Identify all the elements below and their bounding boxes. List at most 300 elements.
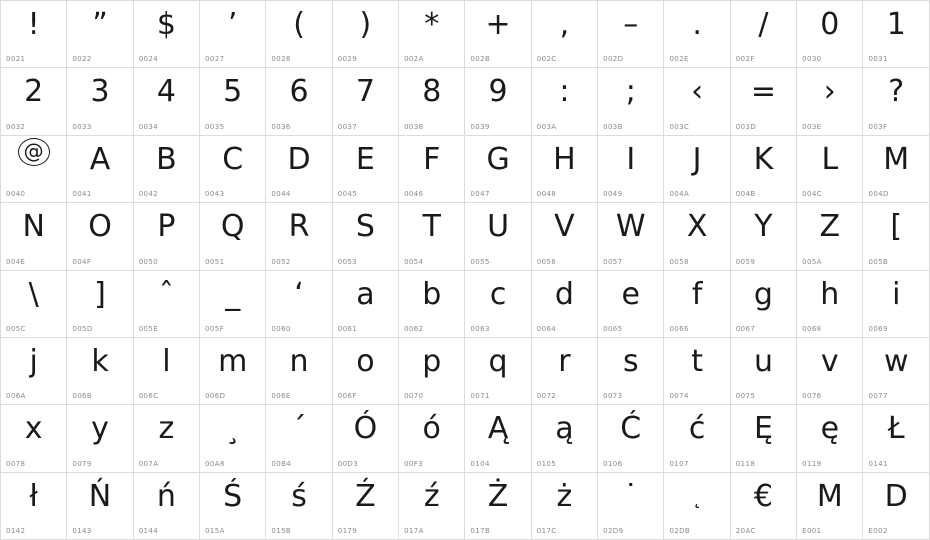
glyph-cell[interactable] <box>598 203 664 270</box>
glyph-codepoint: 0141 <box>868 459 888 468</box>
glyph-cell[interactable] <box>67 405 133 472</box>
glyph-cell[interactable] <box>664 337 730 404</box>
glyph-character: o <box>356 343 375 379</box>
glyph-cell[interactable] <box>1 68 67 135</box>
glyph-cell[interactable] <box>67 135 133 202</box>
glyph-cell[interactable] <box>531 1 597 68</box>
glyph-cell-inner <box>67 405 132 471</box>
glyph-character: Ó <box>353 411 378 447</box>
glyph-cell-inner <box>465 271 530 337</box>
glyph-cell[interactable] <box>266 270 332 337</box>
glyph-cell[interactable] <box>465 405 531 472</box>
glyph-cell[interactable] <box>598 1 664 68</box>
glyph-cell[interactable] <box>664 203 730 270</box>
glyph-cell-inner <box>731 68 796 134</box>
glyph-cell[interactable] <box>531 203 597 270</box>
glyph-cell[interactable] <box>664 68 730 135</box>
glyph-codepoint: 0044 <box>271 190 291 199</box>
glyph-cell[interactable] <box>67 1 133 68</box>
glyph-character: ’ <box>227 7 238 42</box>
glyph-character: I <box>626 141 636 177</box>
glyph-cell[interactable] <box>1 203 67 270</box>
glyph-cell[interactable] <box>133 405 199 472</box>
glyph-character: T <box>422 209 441 245</box>
glyph-cell[interactable] <box>67 203 133 270</box>
glyph-codepoint: 002F <box>735 55 755 64</box>
glyph-cell-inner <box>465 473 530 539</box>
glyph-codepoint: 0058 <box>669 257 689 266</box>
glyph-cell[interactable] <box>67 270 133 337</box>
glyph-character: j <box>29 343 38 379</box>
glyph-cell-inner <box>465 1 530 67</box>
glyph-cell-inner <box>731 405 796 471</box>
glyph-cell-inner <box>200 473 265 539</box>
glyph-cell[interactable] <box>266 337 332 404</box>
glyph-cell[interactable] <box>133 1 199 68</box>
glyph-character: b <box>422 276 442 312</box>
glyph-character: ę <box>820 411 840 447</box>
glyph-cell[interactable] <box>200 472 266 539</box>
glyph-cell[interactable] <box>797 405 863 472</box>
glyph-character: J <box>692 141 702 177</box>
glyph-cell[interactable] <box>399 337 465 404</box>
glyph-cell[interactable] <box>133 68 199 135</box>
glyph-cell[interactable] <box>200 405 266 472</box>
glyph-cell[interactable] <box>598 472 664 539</box>
glyph-cell[interactable] <box>266 135 332 202</box>
glyph-cell[interactable] <box>863 1 930 68</box>
glyph-codepoint: 0143 <box>72 527 92 535</box>
glyph-codepoint: 00D3 <box>337 459 359 468</box>
glyph-cell-inner <box>664 1 729 67</box>
glyph-character: ż <box>556 478 573 514</box>
glyph-codepoint: 0032 <box>6 122 26 131</box>
glyph-map-body <box>1 1 930 540</box>
glyph-cell[interactable] <box>465 203 531 270</box>
glyph-cell-inner <box>465 68 530 134</box>
glyph-cell[interactable] <box>332 337 398 404</box>
glyph-cell[interactable] <box>797 270 863 337</box>
glyph-cell[interactable] <box>200 68 266 135</box>
glyph-character: ó <box>422 411 441 447</box>
glyph-cell[interactable] <box>67 472 133 539</box>
glyph-cell[interactable] <box>133 203 199 270</box>
glyph-character: g <box>753 276 773 312</box>
glyph-codepoint: 0029 <box>337 55 358 64</box>
glyph-character: = <box>750 74 777 110</box>
glyph-cell[interactable] <box>465 270 531 337</box>
glyph-codepoint: 0051 <box>205 257 225 266</box>
glyph-codepoint: 0075 <box>735 392 756 401</box>
glyph-cell[interactable] <box>465 68 531 135</box>
glyph-character: ? <box>888 74 905 110</box>
glyph-cell[interactable] <box>730 1 796 68</box>
glyph-character: ˙ <box>623 478 639 514</box>
glyph-character: ( <box>293 7 305 42</box>
glyph-cell[interactable] <box>200 1 266 68</box>
glyph-cell-inner <box>863 271 929 337</box>
glyph-character: C <box>222 141 244 177</box>
glyph-character: Ł <box>887 411 905 447</box>
glyph-cell-inner <box>134 1 199 67</box>
glyph-character: ¸ <box>225 411 241 447</box>
glyph-character: 7 <box>355 74 375 110</box>
glyph-character: ł <box>29 478 38 514</box>
glyph-cell[interactable] <box>1 472 67 539</box>
glyph-cell-inner <box>134 203 199 269</box>
glyph-cell[interactable] <box>1 405 67 472</box>
glyph-cell-inner <box>731 203 796 269</box>
glyph-character: Y <box>754 209 773 245</box>
glyph-cell[interactable] <box>1 135 67 202</box>
glyph-cell-inner <box>399 68 464 134</box>
glyph-cell-inner <box>465 203 530 269</box>
glyph-cell[interactable] <box>730 337 796 404</box>
glyph-codepoint: 0039 <box>470 122 490 131</box>
glyph-cell[interactable] <box>797 472 863 539</box>
glyph-cell-inner <box>399 271 464 337</box>
glyph-cell-inner <box>797 136 862 202</box>
glyph-character: Ź <box>355 478 376 514</box>
glyph-character: L <box>821 141 839 177</box>
glyph-cell-inner <box>863 405 929 471</box>
glyph-row <box>1 68 930 135</box>
glyph-cell-inner <box>863 338 929 404</box>
glyph-character: d <box>554 276 574 312</box>
glyph-codepoint: 0041 <box>72 190 92 199</box>
glyph-cell[interactable] <box>730 135 796 202</box>
glyph-cell-inner <box>333 1 398 67</box>
glyph-cell-inner <box>731 338 796 404</box>
glyph-codepoint: 003B <box>603 122 623 131</box>
glyph-character: ą <box>555 411 574 447</box>
glyph-codepoint: 006C <box>138 392 159 401</box>
glyph-cell[interactable] <box>797 135 863 202</box>
glyph-cell-inner <box>333 338 398 404</box>
glyph-codepoint: 0033 <box>72 122 92 131</box>
glyph-cell[interactable] <box>200 203 266 270</box>
glyph-codepoint: 0024 <box>138 55 159 64</box>
glyph-character: E <box>355 141 375 177</box>
glyph-cell[interactable] <box>531 337 597 404</box>
glyph-character: y <box>91 411 109 447</box>
glyph-cell-inner <box>598 271 663 337</box>
glyph-character: u <box>753 343 773 379</box>
glyph-cell[interactable] <box>598 337 664 404</box>
glyph-cell-inner <box>266 203 331 269</box>
glyph-cell[interactable] <box>332 203 398 270</box>
glyph-cell[interactable] <box>332 472 398 539</box>
glyph-cell[interactable] <box>332 135 398 202</box>
glyph-character: ” <box>92 7 108 42</box>
glyph-character: n <box>289 343 309 379</box>
glyph-cell[interactable] <box>399 203 465 270</box>
glyph-codepoint: 0077 <box>868 392 888 401</box>
glyph-codepoint: 0028 <box>271 55 291 64</box>
glyph-codepoint: 0076 <box>802 392 822 401</box>
glyph-codepoint: 0119 <box>802 459 822 468</box>
glyph-character: X <box>686 209 708 245</box>
glyph-cell[interactable] <box>465 135 531 202</box>
glyph-cell[interactable] <box>730 472 796 539</box>
glyph-character: P <box>157 209 176 245</box>
glyph-cell[interactable] <box>332 270 398 337</box>
glyph-codepoint: 003A <box>536 122 557 131</box>
glyph-character: Ć <box>620 411 642 447</box>
glyph-cell[interactable] <box>399 270 465 337</box>
glyph-character: m <box>218 343 248 379</box>
glyph-cell[interactable] <box>664 135 730 202</box>
glyph-cell[interactable] <box>1 337 67 404</box>
glyph-cell[interactable] <box>399 405 465 472</box>
glyph-character: _ <box>225 276 241 312</box>
glyph-cell-inner <box>797 271 862 337</box>
glyph-codepoint: 02D9 <box>603 527 624 535</box>
glyph-cell-inner <box>797 405 862 471</box>
glyph-codepoint: 005A <box>802 257 822 266</box>
glyph-codepoint: 0043 <box>205 190 225 199</box>
glyph-codepoint: 0067 <box>735 324 756 333</box>
glyph-cell[interactable] <box>531 405 597 472</box>
glyph-cell[interactable] <box>664 1 730 68</box>
glyph-cell-inner <box>1 271 66 337</box>
glyph-cell-inner <box>1 136 66 202</box>
glyph-cell-inner <box>333 203 398 269</box>
glyph-codepoint: E001 <box>802 527 822 535</box>
glyph-cell-inner <box>333 136 398 202</box>
glyph-cell[interactable] <box>664 405 730 472</box>
glyph-codepoint: 0047 <box>470 190 490 199</box>
glyph-cell[interactable] <box>797 203 863 270</box>
glyph-codepoint: 0065 <box>603 324 623 333</box>
glyph-cell[interactable] <box>399 68 465 135</box>
glyph-cell-inner <box>333 271 398 337</box>
glyph-cell[interactable] <box>797 337 863 404</box>
glyph-cell[interactable] <box>730 203 796 270</box>
glyph-cell[interactable] <box>531 270 597 337</box>
glyph-codepoint: 0038 <box>404 122 424 131</box>
glyph-cell[interactable] <box>200 135 266 202</box>
glyph-cell-inner <box>67 203 132 269</box>
glyph-cell-inner <box>266 68 331 134</box>
glyph-cell[interactable] <box>531 68 597 135</box>
glyph-cell-inner <box>200 68 265 134</box>
glyph-cell[interactable] <box>730 68 796 135</box>
glyph-cell[interactable] <box>863 337 930 404</box>
glyph-character: S <box>355 209 375 245</box>
glyph-cell-inner <box>532 338 597 404</box>
glyph-row <box>1 135 930 202</box>
glyph-cell[interactable] <box>664 270 730 337</box>
glyph-cell[interactable] <box>200 337 266 404</box>
glyph-character: Ń <box>88 478 112 514</box>
glyph-cell[interactable] <box>598 405 664 472</box>
glyph-cell[interactable] <box>863 68 930 135</box>
glyph-cell-inner <box>532 473 597 539</box>
glyph-cell[interactable] <box>598 135 664 202</box>
glyph-codepoint: 0030 <box>802 55 822 64</box>
glyph-codepoint: 004F <box>72 257 92 266</box>
glyph-codepoint: 0106 <box>603 459 623 468</box>
glyph-character: ć <box>688 411 706 447</box>
glyph-cell[interactable] <box>133 337 199 404</box>
glyph-cell-inner <box>266 405 331 471</box>
glyph-cell-inner <box>731 136 796 202</box>
glyph-cell[interactable] <box>67 68 133 135</box>
glyph-cell[interactable] <box>1 1 67 68</box>
glyph-cell-inner <box>598 338 663 404</box>
glyph-character: [ <box>890 209 903 245</box>
glyph-character: Ę <box>753 411 773 447</box>
glyph-cell[interactable] <box>133 472 199 539</box>
glyph-character: s <box>622 343 639 379</box>
glyph-character: Ż <box>487 478 509 514</box>
glyph-cell[interactable] <box>133 270 199 337</box>
glyph-character: \ <box>28 276 39 312</box>
glyph-cell-inner <box>797 68 862 134</box>
glyph-character: p <box>422 343 442 379</box>
glyph-cell[interactable] <box>465 337 531 404</box>
glyph-row <box>1 203 930 270</box>
glyph-cell-inner <box>67 338 132 404</box>
glyph-codepoint: 002B <box>470 55 491 64</box>
glyph-character: z <box>158 411 175 447</box>
glyph-cell-inner <box>1 68 66 134</box>
glyph-cell-inner <box>797 203 862 269</box>
glyph-character: ˆ <box>158 276 174 312</box>
glyph-cell[interactable] <box>399 135 465 202</box>
glyph-cell-inner <box>67 68 132 134</box>
glyph-cell-inner <box>1 338 66 404</box>
glyph-cell[interactable] <box>266 68 332 135</box>
glyph-cell[interactable] <box>863 135 930 202</box>
glyph-codepoint: 0034 <box>138 122 159 131</box>
glyph-cell[interactable] <box>399 472 465 539</box>
glyph-character: / <box>758 7 769 42</box>
glyph-cell-inner <box>399 405 464 471</box>
glyph-character: ‘ <box>294 276 304 312</box>
glyph-cell[interactable] <box>730 405 796 472</box>
glyph-codepoint: 004C <box>802 190 822 199</box>
glyph-cell[interactable] <box>266 472 332 539</box>
glyph-cell[interactable] <box>399 1 465 68</box>
glyph-row <box>1 1 930 68</box>
glyph-codepoint: 015B <box>271 527 292 535</box>
glyph-cell[interactable] <box>133 135 199 202</box>
glyph-cell[interactable] <box>730 270 796 337</box>
glyph-character: M <box>816 478 843 514</box>
glyph-codepoint: 0061 <box>337 324 358 333</box>
glyph-cell-inner <box>664 405 729 471</box>
glyph-codepoint: 0069 <box>868 324 888 333</box>
glyph-cell[interactable] <box>266 203 332 270</box>
glyph-character: K <box>753 141 774 177</box>
glyph-character: Z <box>819 209 841 245</box>
glyph-cell[interactable] <box>863 270 930 337</box>
glyph-character: r <box>558 343 571 379</box>
glyph-codepoint: 0050 <box>138 257 159 266</box>
glyph-cell-inner <box>664 473 729 539</box>
glyph-cell[interactable] <box>863 472 930 539</box>
glyph-cell-inner <box>532 203 597 269</box>
glyph-character: ´ <box>291 411 307 447</box>
glyph-cell[interactable] <box>598 270 664 337</box>
glyph-codepoint: 0079 <box>72 459 92 468</box>
glyph-cell-inner <box>134 405 199 471</box>
glyph-character: R <box>288 209 310 245</box>
glyph-cell[interactable] <box>797 1 863 68</box>
glyph-cell-inner <box>598 473 663 539</box>
glyph-cell-inner <box>67 1 132 67</box>
glyph-character: c <box>489 276 507 312</box>
glyph-cell[interactable] <box>531 472 597 539</box>
glyph-row <box>1 337 930 404</box>
glyph-codepoint: 005F <box>205 324 225 333</box>
glyph-cell[interactable] <box>1 270 67 337</box>
glyph-codepoint: 006E <box>271 392 291 401</box>
glyph-cell[interactable] <box>332 68 398 135</box>
glyph-cell[interactable] <box>863 405 930 472</box>
glyph-character: q <box>488 343 508 379</box>
glyph-codepoint: 0066 <box>669 324 689 333</box>
glyph-character: V <box>554 209 575 245</box>
glyph-codepoint: 0059 <box>735 257 756 266</box>
glyph-codepoint: 0060 <box>271 324 291 333</box>
glyph-codepoint: 015A <box>205 527 225 535</box>
glyph-codepoint: 0053 <box>337 257 358 266</box>
glyph-cell-inner <box>731 1 796 67</box>
glyph-cell[interactable] <box>266 1 332 68</box>
glyph-cell[interactable] <box>664 472 730 539</box>
glyph-cell[interactable] <box>332 1 398 68</box>
glyph-character: A <box>89 141 111 177</box>
glyph-codepoint: 005E <box>138 324 159 333</box>
glyph-cell[interactable] <box>797 68 863 135</box>
glyph-cell[interactable] <box>266 405 332 472</box>
glyph-codepoint: 004A <box>669 190 690 199</box>
glyph-character: ˛ <box>692 484 703 509</box>
glyph-character: ! <box>27 7 40 42</box>
glyph-character: – <box>623 7 639 42</box>
glyph-cell-inner <box>399 1 464 67</box>
glyph-cell[interactable] <box>332 405 398 472</box>
glyph-codepoint: 004D <box>868 190 889 199</box>
glyph-character: i <box>892 276 901 312</box>
glyph-codepoint: 006B <box>72 392 93 401</box>
glyph-cell[interactable] <box>200 270 266 337</box>
glyph-cell-inner <box>200 136 265 202</box>
glyph-character: Ś <box>223 478 243 514</box>
glyph-cell-inner <box>399 338 464 404</box>
glyph-character: 3 <box>90 74 110 110</box>
glyph-cell-inner <box>797 1 862 67</box>
glyph-codepoint: 0055 <box>470 257 490 266</box>
glyph-cell-inner <box>532 271 597 337</box>
glyph-character-boxed: @ <box>18 138 50 166</box>
glyph-character: 4 <box>156 74 176 110</box>
glyph-cell[interactable] <box>863 203 930 270</box>
glyph-cell[interactable] <box>531 135 597 202</box>
glyph-character: 9 <box>488 74 508 110</box>
glyph-codepoint: E002 <box>868 527 888 535</box>
glyph-character: ] <box>94 276 106 312</box>
glyph-cell[interactable] <box>67 337 133 404</box>
glyph-cell[interactable] <box>465 1 531 68</box>
glyph-cell[interactable] <box>465 472 531 539</box>
glyph-cell[interactable] <box>598 68 664 135</box>
glyph-cell-inner <box>598 405 663 471</box>
glyph-cell-inner <box>797 338 862 404</box>
